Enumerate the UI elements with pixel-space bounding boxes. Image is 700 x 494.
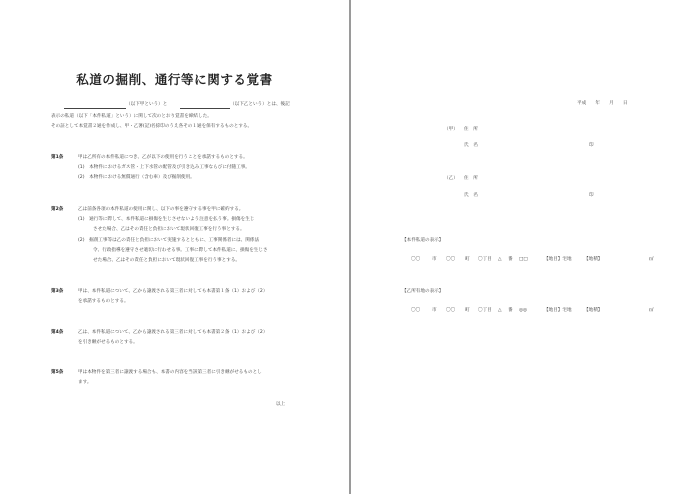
address-town-suffix: 町	[465, 308, 470, 313]
party-b-address-label: 住 所	[464, 176, 478, 181]
date-line: 平成 年 月 日	[577, 101, 628, 106]
intro-party-a: （以下甲という）と	[126, 102, 168, 107]
address-city-suffix: 市	[432, 257, 437, 262]
party-a-name-line	[64, 108, 126, 109]
land-area-label: 【地積】	[584, 257, 603, 262]
party-a-label: （甲）	[444, 127, 458, 132]
party-b-name-line	[180, 108, 230, 109]
party-b-label: （乙）	[444, 176, 458, 181]
address-town-name: 〇〇	[446, 257, 456, 262]
owner-land-section-title: 【乙所有地の表示】	[402, 289, 444, 294]
land-category: 【地目】宅地	[544, 257, 572, 262]
private-road-section-title: 【本件私道の表示】	[402, 238, 444, 243]
intro-party-b: （以下乙という）とは、後記	[230, 102, 290, 107]
article-1-item-1: (1) 本物件におけるガス管・上下水管の配管及び引き込み工事ならびに付随工事。	[78, 165, 250, 170]
intro-line-3: その証として本覚書２通を作成し、甲・乙署(記)名捺印のうえ各その１通を保有するものとする。	[51, 124, 253, 129]
article-3-text-cont: を承諾するものとする。	[78, 299, 129, 304]
article-2-item-2-cont-1: 令、行政指導を遵守させ適切に行わせる事。工事に際して本件私道に、損傷を生じさ	[93, 248, 268, 253]
address-block: △	[498, 308, 502, 313]
article-3-text: 甲は、本件私道について、乙から譲渡される第三者に対しても本書第１条（1）および（2）	[78, 289, 268, 294]
party-a-address-label: 住 所	[464, 127, 478, 132]
land-area-label: 【地積】	[584, 308, 603, 313]
article-5-text-cont: ます。	[78, 380, 92, 385]
document-title: 私道の掘削、通行等に関する覚書	[76, 72, 273, 87]
article-5-text: 甲は本物件を第三者に譲渡する場合も、本書の内容を当該第三者に引き継がせるものとし	[78, 370, 262, 375]
article-3-number: 第3条	[51, 289, 64, 294]
article-1-number: 第1条	[51, 155, 64, 160]
address-ban: 番	[508, 308, 513, 313]
article-4-text: 乙は、本件私道について、乙から譲渡される第三者に対しても本書第２条（1）および（2）	[78, 330, 268, 335]
land-area-unit: ㎡	[649, 257, 654, 262]
land-area-unit: ㎡	[649, 308, 654, 313]
article-4-text-cont: を引き継がせるものとする。	[78, 340, 138, 345]
article-2-item-2-cont-2: せた場合、乙はその責任と負担において現状回復工事を行う事とする。	[93, 258, 241, 263]
address-lot: ◎◎	[519, 308, 528, 313]
address-chome: 〇丁目	[478, 257, 492, 262]
address-city-suffix: 市	[432, 308, 437, 313]
article-1-item-2: (2) 本物件における無償通行（含む車）及び掘削使用。	[78, 175, 195, 180]
address-town-suffix: 町	[465, 257, 470, 262]
intro-line-2: 表示の私道（以下「本件私道」という）に関して次のとおり覚書を締結した。	[51, 114, 212, 119]
address-city-name: 〇〇	[411, 308, 421, 313]
memorandum-page-left	[0, 0, 349, 494]
article-1-text: 甲は乙所有の本件私道につき、乙が以下の使用を行うことを承諾するものとする。	[78, 155, 248, 160]
address-block: △	[498, 257, 502, 262]
address-chome: 〇丁目	[478, 308, 492, 313]
article-5-number: 第5条	[51, 370, 64, 375]
address-ban: 番	[508, 257, 513, 262]
land-category: 【地目】宅地	[544, 308, 572, 313]
address-lot: □□	[519, 257, 528, 262]
party-a-name-label: 氏 名	[464, 143, 478, 148]
article-2-item-1-cont: させた場合、乙はその責任と負担において現状回復工事を行う事とする。	[93, 227, 245, 232]
address-town-name: 〇〇	[446, 308, 456, 313]
address-city-name: 〇〇	[411, 257, 421, 262]
memorandum-page-right	[351, 0, 700, 494]
article-4-number: 第4条	[51, 330, 64, 335]
party-b-name-label: 氏 名	[464, 193, 478, 198]
article-2-number: 第2条	[51, 207, 64, 212]
closing-text: 以上	[276, 402, 286, 407]
article-2-item-2: (2) 掘削工事等は乙の責任と負担において実施するとともに、工事関係者には、関係法	[78, 238, 260, 243]
party-b-seal: 印	[589, 193, 594, 198]
article-2-text: 乙は前条各項の本件私道の使用に関し、以下の事を遵守する事を甲に確約する。	[78, 207, 244, 212]
article-2-item-1: (1) 通行等に際して、本件私道に損傷を生じさせないよう注意を払う事。損傷を生じ	[78, 217, 255, 222]
party-a-seal: 印	[589, 143, 594, 148]
